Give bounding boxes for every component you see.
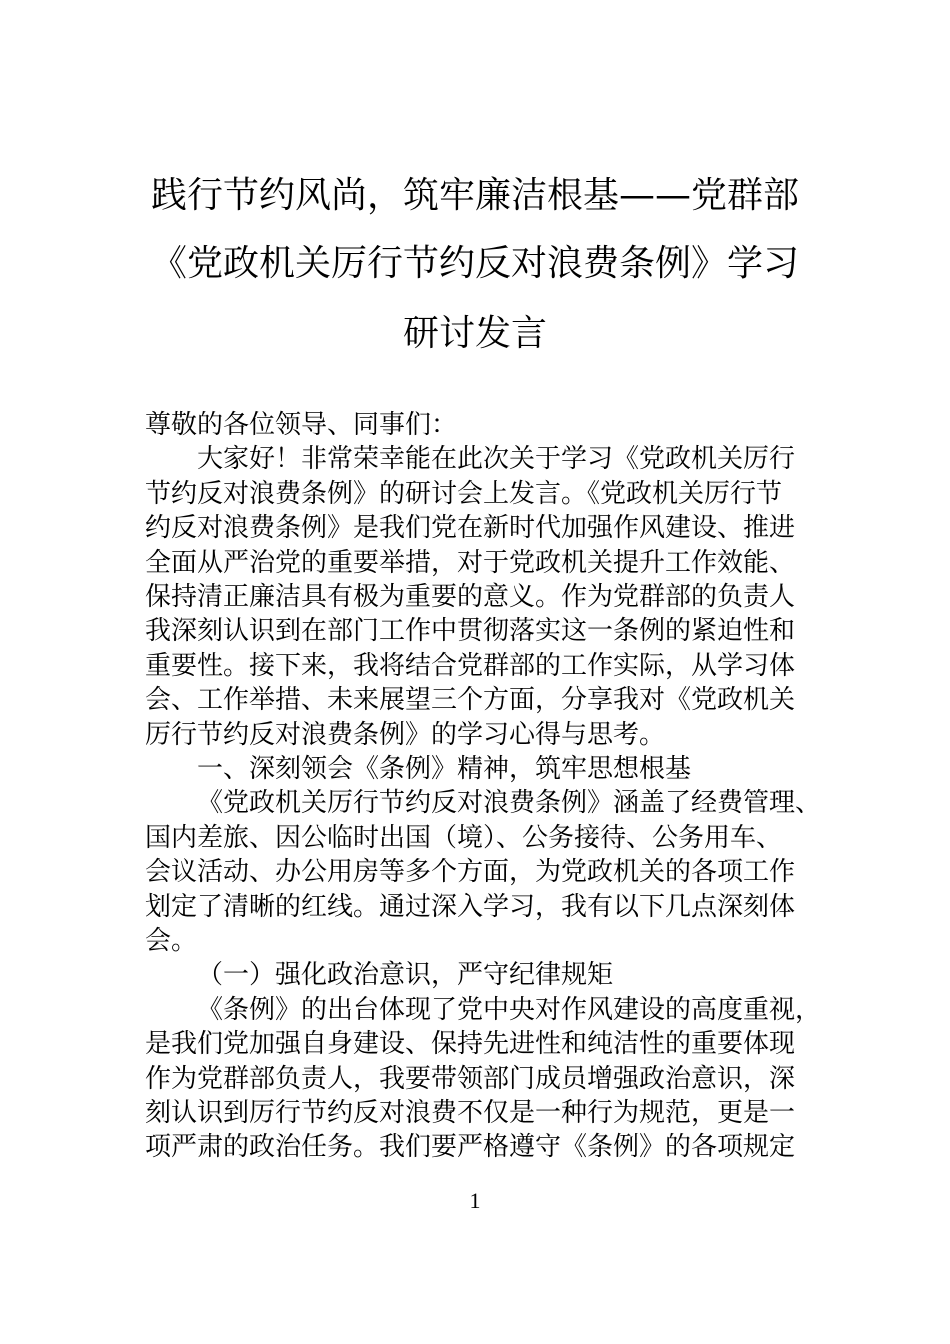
body-text-line: 会。 [145,926,198,956]
body-text-line: 作为党群部负责人，我要带领部门成员增强政治意识，深 [145,1063,796,1094]
body-text-line: 保持清正廉洁具有极为重要的意义。作为党群部的负责人 [145,582,796,612]
body-text-line: 大家好！非常荣幸能在此次关于学习《党政机关厉行 [197,444,796,475]
body-text-line: 一、深刻领会《条例》精神，筑牢思想根基 [197,754,692,784]
body-text-line: 全面从严治党的重要举措，对于党政机关提升工作效能、 [145,547,796,578]
body-text-line: （一）强化政治意识，严守纪律规矩 [197,960,614,991]
body-text-line: 节约反对浪费条例》的研讨会上发言。《党政机关厉行节 [145,478,783,509]
body-text-line: 重要性。接下来，我将结合党群部的工作实际，从学习体 [145,650,796,681]
document-title-line-2: 《党政机关厉行节约反对浪费条例》学习 [150,243,799,284]
page-number: 1 [469,1188,481,1213]
document-title-line-1: 践行节约风尚，筑牢廉洁根基——党群部 [150,175,799,216]
body-text-line: 项严肃的政治任务。我们要严格遵守《条例》的各项规定 [145,1132,796,1163]
body-text-line: 划定了清晰的红线。通过深入学习，我有以下几点深刻体 [145,891,796,922]
body-text-line: 会议活动、办公用房等多个方面，为党政机关的各项工作 [145,857,796,888]
body-text-line: 尊敬的各位领导、同事们： [145,410,458,440]
body-text-line: 厉行节约反对浪费条例》的学习心得与思考。 [145,719,666,750]
body-text-line: 我深刻认识到在部门工作中贯彻落实这一条例的紧迫性和 [145,616,796,647]
body-text-line: 是我们党加强自身建设、保持先进性和纯洁性的重要体现 [145,1029,796,1060]
document-title-line-3: 研讨发言 [402,313,547,354]
body-text-line: 刻认识到厉行节约反对浪费不仅是一种行为规范，更是一 [145,1098,796,1128]
body-text-line: 《党政机关厉行节约反对浪费条例》涵盖了经费管理、 [197,788,822,819]
body-text-line: 国内差旅、因公临时出国（境）、公务接待、公务用车、 [145,822,783,853]
body-text-line: 《条例》的出台体现了党中央对作风建设的高度重视， [197,994,822,1025]
body-text-line: 约反对浪费条例》是我们党在新时代加强作风建设、推进 [145,513,796,544]
body-text-line: 会、工作举措、未来展望三个方面，分享我对《党政机关 [145,685,796,716]
